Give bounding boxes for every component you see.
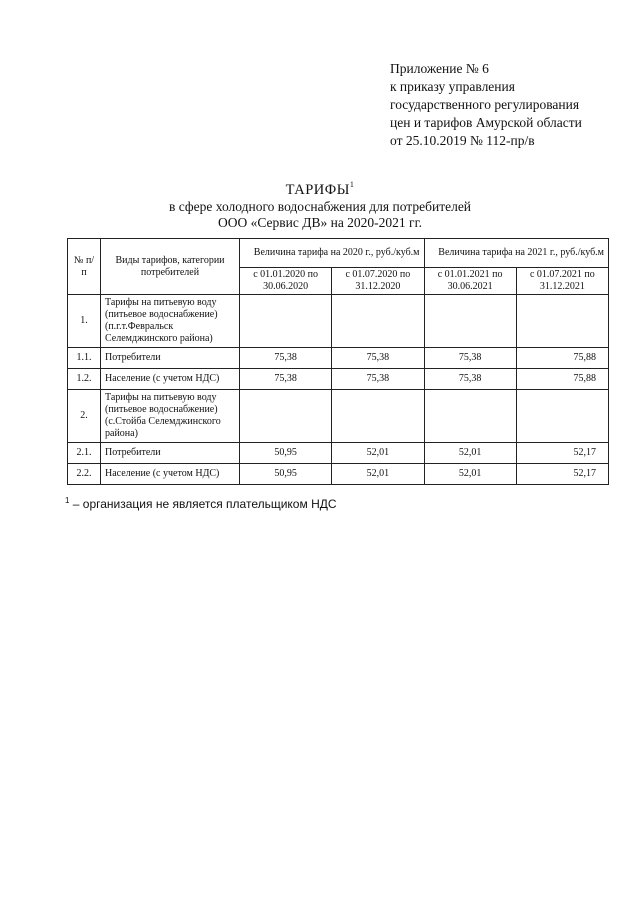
row-value: 75,88 xyxy=(516,369,608,390)
row-value: 75,38 xyxy=(332,348,424,369)
table-row xyxy=(68,443,609,464)
appendix-header xyxy=(390,60,582,150)
row-value: 75,38 xyxy=(424,348,516,369)
row-label: Потребители xyxy=(101,443,240,464)
row-value: 52,01 xyxy=(424,464,516,485)
row-label: Потребители xyxy=(101,348,240,369)
header-period: с 01.07.2020 по 31.12.2020 xyxy=(332,268,424,295)
row-value: 75,38 xyxy=(424,369,516,390)
row-value: 75,88 xyxy=(516,348,608,369)
table-row xyxy=(68,295,609,348)
appendix-date: от 25.10.2019 № 112-пр/в xyxy=(390,133,535,148)
table-row xyxy=(68,348,609,369)
footnote-text: – организация не является плательщиком НДС xyxy=(69,497,337,511)
header-num: № п/п xyxy=(68,239,101,295)
title-footnote-mark: 1 xyxy=(349,180,355,189)
row-value xyxy=(516,295,608,348)
row-value: 75,38 xyxy=(332,369,424,390)
row-value xyxy=(516,390,608,443)
row-value: 50,95 xyxy=(240,443,332,464)
appendix-line: цен и тарифов Амурской области xyxy=(390,115,582,130)
header-period: с 01.01.2020 по 30.06.2020 xyxy=(240,268,332,295)
row-value xyxy=(424,390,516,443)
header-period: с 01.07.2021 по 31.12.2021 xyxy=(516,268,608,295)
appendix-line: государственного регулирования xyxy=(390,97,580,112)
row-value: 52,01 xyxy=(332,464,424,485)
row-num: 2.2. xyxy=(68,464,101,485)
title-subtitle: в сфере холодного водоснабжения для потребителей xyxy=(168,199,472,214)
row-value: 75,38 xyxy=(240,348,332,369)
appendix-number: Приложение № 6 xyxy=(390,61,489,76)
row-value: 50,95 xyxy=(240,464,332,485)
row-label: Тарифы на питьевую воду (питьевое водоснабжение) (п.г.т.Февральск Селемджинского района) xyxy=(101,295,240,348)
row-num: 2. xyxy=(68,390,101,443)
table-row xyxy=(68,369,609,390)
row-value xyxy=(424,295,516,348)
table-row xyxy=(68,390,609,443)
footnote xyxy=(65,494,337,511)
header-2020: Величина тарифа на 2020 г., руб./куб.м xyxy=(240,239,425,268)
title-text: ТАРИФЫ xyxy=(285,182,350,198)
row-label: Население (с учетом НДС) xyxy=(101,464,240,485)
row-num: 1.2. xyxy=(68,369,101,390)
row-num: 1.1. xyxy=(68,348,101,369)
document-title xyxy=(0,176,640,231)
row-value: 52,17 xyxy=(516,464,608,485)
row-num: 1. xyxy=(68,295,101,348)
footnote-mark: 1 xyxy=(65,496,70,505)
table-row xyxy=(68,464,609,485)
row-num: 2.1. xyxy=(68,443,101,464)
tariffs-table xyxy=(67,238,609,485)
row-label: Тарифы на питьевую воду (питьевое водоснабжение) (с.Стойба Селемджинского района) xyxy=(101,390,240,443)
title-company: ООО «Сервис ДВ» на 2020-2021 гг. xyxy=(218,215,422,230)
header-period: с 01.01.2021 по 30.06.2021 xyxy=(424,268,516,295)
header-2021: Величина тарифа на 2021 г., руб./куб.м xyxy=(424,239,609,268)
row-value xyxy=(332,390,424,443)
appendix-line: к приказу управления xyxy=(390,79,515,94)
row-value xyxy=(240,390,332,443)
row-value: 52,01 xyxy=(424,443,516,464)
row-value: 52,17 xyxy=(516,443,608,464)
header-type: Виды тарифов, категории потребителей xyxy=(101,239,240,295)
row-value: 75,38 xyxy=(240,369,332,390)
row-label: Население (с учетом НДС) xyxy=(101,369,240,390)
title-main xyxy=(0,176,640,199)
row-value xyxy=(240,295,332,348)
row-value xyxy=(332,295,424,348)
row-value: 52,01 xyxy=(332,443,424,464)
